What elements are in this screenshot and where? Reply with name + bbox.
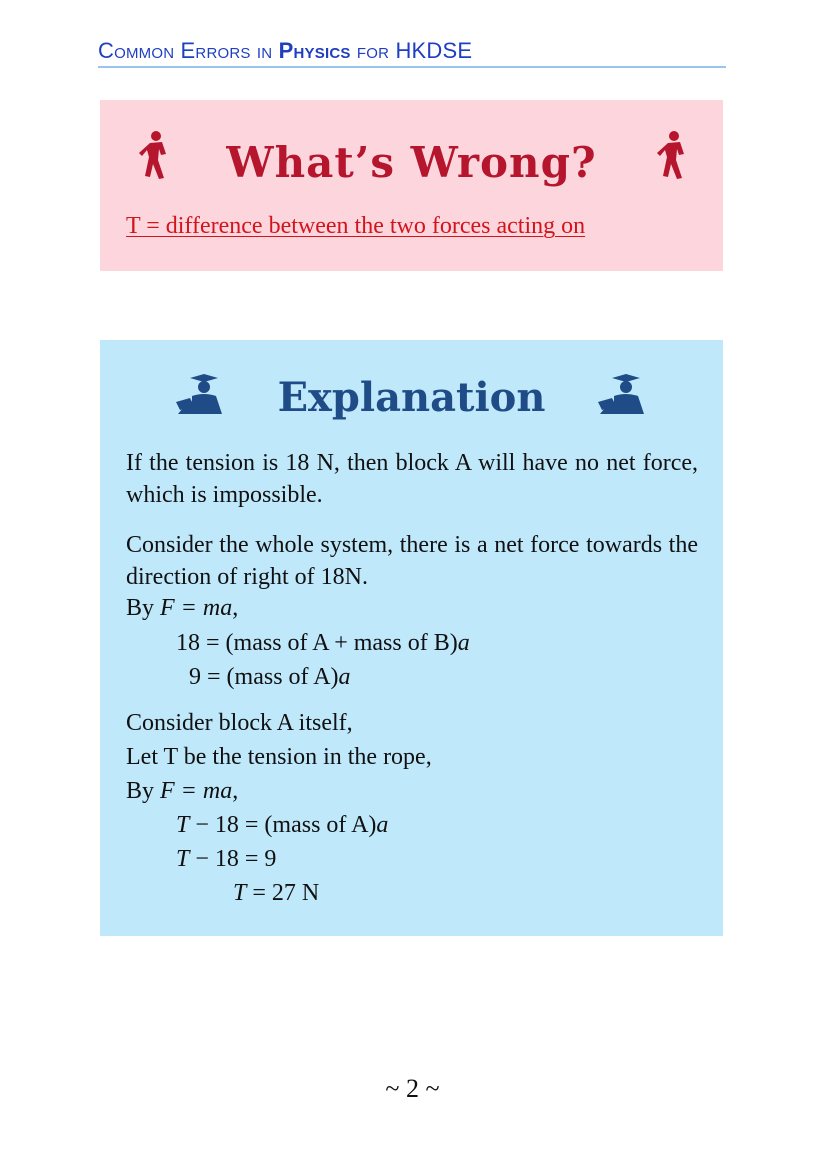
explanation-line-3a: Consider block A itself, [126, 710, 353, 736]
graduate-icon [596, 372, 646, 416]
wrong-statement: T = difference between the two forces acting on [126, 213, 586, 239]
explanation-paragraph-1: If the tension is 18 N, then block A will have no net force, which is impossible. [126, 450, 698, 508]
whats-wrong-box [100, 100, 723, 271]
header-text-2: Physics [278, 38, 351, 63]
header-text-1: Common Errors in [98, 38, 279, 63]
equation-line-1: 18 = (mass of A + mass of B)a [176, 630, 470, 656]
equation-line-2: 9 = (mass of A)a [189, 664, 351, 690]
explanation-box [100, 340, 723, 936]
explanation-line-3b: Let T be the tension in the rope, [126, 744, 432, 770]
equation-line-3: T − 18 = (mass of A)a [176, 812, 389, 838]
runner-icon [656, 130, 690, 182]
header-text-3: for HKDSE [350, 38, 473, 63]
explanation-paragraph-2: Consider the whole system, there is a net force towards the direction of right of 18N. [126, 532, 698, 590]
page-number: ~ 2 ~ [385, 1074, 440, 1103]
equation-line-by-2: By F = ma, [126, 778, 239, 804]
equation-line-4: T − 18 = 9 [176, 846, 277, 872]
explanation-title: Explanation [277, 374, 546, 421]
equation-line-by-1: By F = ma, [126, 595, 239, 621]
equation-line-5: T = 27 N [233, 880, 320, 906]
page-header [98, 38, 726, 68]
whats-wrong-title: What’s Wrong? [226, 138, 597, 187]
